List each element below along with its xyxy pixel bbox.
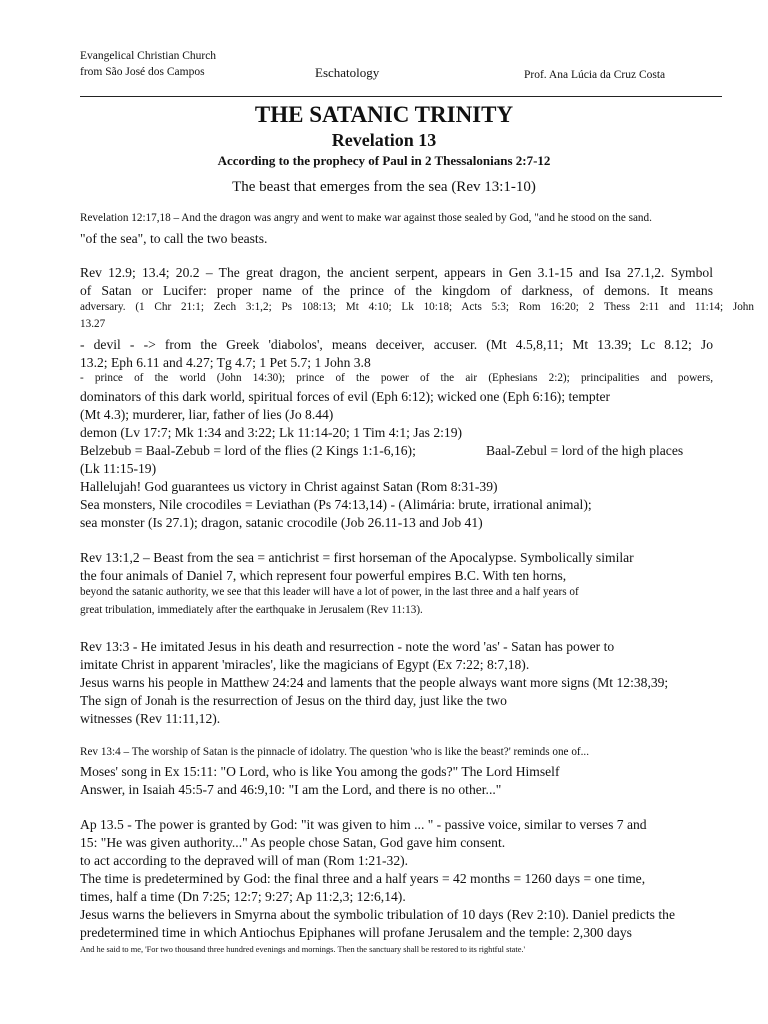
text-line: The time is predetermined by God: the final three and a half years = 42 months = 1260 days = one time, <box>80 871 646 886</box>
text-line: demon (Lv 17:7; Mk 1:34 and 3:22; Lk 11:14-20; 1 Tim 4:1; Jas 2:19) <box>80 425 463 440</box>
text-line: Hallelujah! God guarantees us victory in Christ against Satan (Rom 8:31-39) <box>80 479 498 494</box>
church-name-line2: from São José dos Campos <box>80 66 205 78</box>
text-line: times, half a time (Dn 7:25; 12:7; 9:27; Ap 11:2,3; 12:6,14). <box>80 889 406 904</box>
text-line: Sea monsters, Nile crocodiles = Leviathan (Ps 74:13,14) - (Alimária: brute, irrational animal); <box>80 497 592 512</box>
text-line: the four animals of Daniel 7, which represent four powerful empires B.C. With ten horns, <box>80 568 567 583</box>
text-line: sea monster (Is 27.1); dragon, satanic crocodile (Job 26.11-13 and Job 41) <box>80 515 483 530</box>
text-line: dominators of this dark world, spiritual forces of evil (Eph 6:12); wicked one (Eph 6:16); tempter <box>80 389 611 404</box>
page-subtitle: Revelation 13 <box>331 130 437 150</box>
text-line: witnesses (Rev 11:11,12). <box>80 711 221 726</box>
text-line: Rev 12.9; 13.4; 20.2 – The great dragon, the ancient serpent, appears in Gen 3.1-15 and Isa 27.1,2. Symbol <box>80 265 713 280</box>
text-line: And he said to me, 'For two thousand three hundred evenings and mornings. Then the sanctuary shall be restored to its rightful state.' <box>80 945 526 954</box>
text-line: predetermined time in which Antiochus Epiphanes will profane Jerusalem and the temple: 2,300 days <box>80 925 632 940</box>
text-line: adversary. (1 Chr 21:1; Zech 3:1,2; Ps 108:13; Mt 4:10; Lk 10:18; Acts 5:3; Rom 16:20; 2 Thess 2:11 and 11:14; John <box>80 301 754 313</box>
text-line: The sign of Jonah is the resurrection of Jesus on the third day, just like the two <box>80 693 507 708</box>
text-line: Revelation 12:17,18 – And the dragon was angry and went to make war against those sealed by God, "and he stood on the sand. <box>80 212 652 224</box>
text-line: Rev 13:1,2 – Beast from the sea = antichrist = first horseman of the Apocalypse. Symbolically similar <box>80 550 634 565</box>
text-line: imitate Christ in apparent 'miracles', like the magicians of Egypt (Ex 7:22; 8:7,18). <box>80 657 530 672</box>
text-line: beyond the satanic authority, we see that this leader will have a lot of power, in the last three and a half years of <box>80 586 579 598</box>
text-line: 13.27 <box>80 318 106 330</box>
text-line: Rev 13:3 - He imitated Jesus in his death and resurrection - note the word 'as' - Satan has power to <box>80 639 615 654</box>
text-line: "of the sea", to call the two beasts. <box>80 231 268 246</box>
text-line: 15: "He was given authority..." As people chose Satan, God gave him consent. <box>80 835 506 850</box>
text-line: Rev 13:4 – The worship of Satan is the pinnacle of idolatry. The question 'who is like the beast?' reminds one of... <box>80 746 590 758</box>
text-line: to act according to the depraved will of man (Rom 1:21-32). <box>80 853 409 868</box>
text-line: Moses' song in Ex 15:11: "O Lord, who is like You among the gods?" The Lord Himself <box>80 764 560 779</box>
course-name: Eschatology <box>315 65 380 80</box>
text-line: (Lk 11:15-19) <box>80 461 157 476</box>
text-line: Ap 13.5 - The power is granted by God: "it was given to him ... " - passive voice, similar to verses 7 and <box>80 817 647 832</box>
church-name-line1: Evangelical Christian Church <box>80 50 217 62</box>
text-line: Jesus warns the believers in Smyrna about the symbolic tribulation of 10 days (Rev 2:10). Daniel predicts the <box>80 907 675 922</box>
text-line: of Satan or Lucifer: proper name of the prince of the kingdom of darkness, of demons. It means <box>80 283 713 298</box>
section-heading: The beast that emerges from the sea (Rev 13:1-10) <box>232 179 536 195</box>
text-line: 13.2; Eph 6.11 and 4.27; Tg 4.7; 1 Pet 5.7; 1 John 3.8 <box>80 355 371 370</box>
header-divider <box>80 96 722 97</box>
text-line: (Mt 4.3); murderer, liar, father of lies (Jo 8.44) <box>80 407 334 422</box>
prophecy-reference: According to the prophecy of Paul in 2 Thessalonians 2:7-12 <box>217 153 551 168</box>
text-line: great tribulation, immediately after the earthquake in Jerusalem (Rev 11:13). <box>80 604 423 616</box>
page-title: THE SATANIC TRINITY <box>254 102 514 127</box>
text-line: - devil - -> from the Greek 'diabolos', means deceiver, accuser. (Mt 4.5,8,11; Mt 13.39; Lc 8.12; Jo <box>80 337 713 352</box>
text-line: Answer, in Isaiah 45:5-7 and 46:9,10: "I am the Lord, and there is no other..." <box>80 782 502 797</box>
professor-name: Prof. Ana Lúcia da Cruz Costa <box>524 69 666 81</box>
text-line: Baal-Zebul = lord of the high places <box>486 443 684 458</box>
text-line: Belzebub = Baal-Zebub = lord of the flies (2 Kings 1:1-6,16); <box>80 443 416 458</box>
church-name <box>80 48 216 80</box>
text-line: - prince of the world (John 14:30); prince of the power of the air (Ephesians 2:2); principalities and powers, <box>80 372 713 384</box>
text-line: Jesus warns his people in Matthew 24:24 and laments that the people always want more signs (Mt 12:38,39; <box>80 675 669 690</box>
